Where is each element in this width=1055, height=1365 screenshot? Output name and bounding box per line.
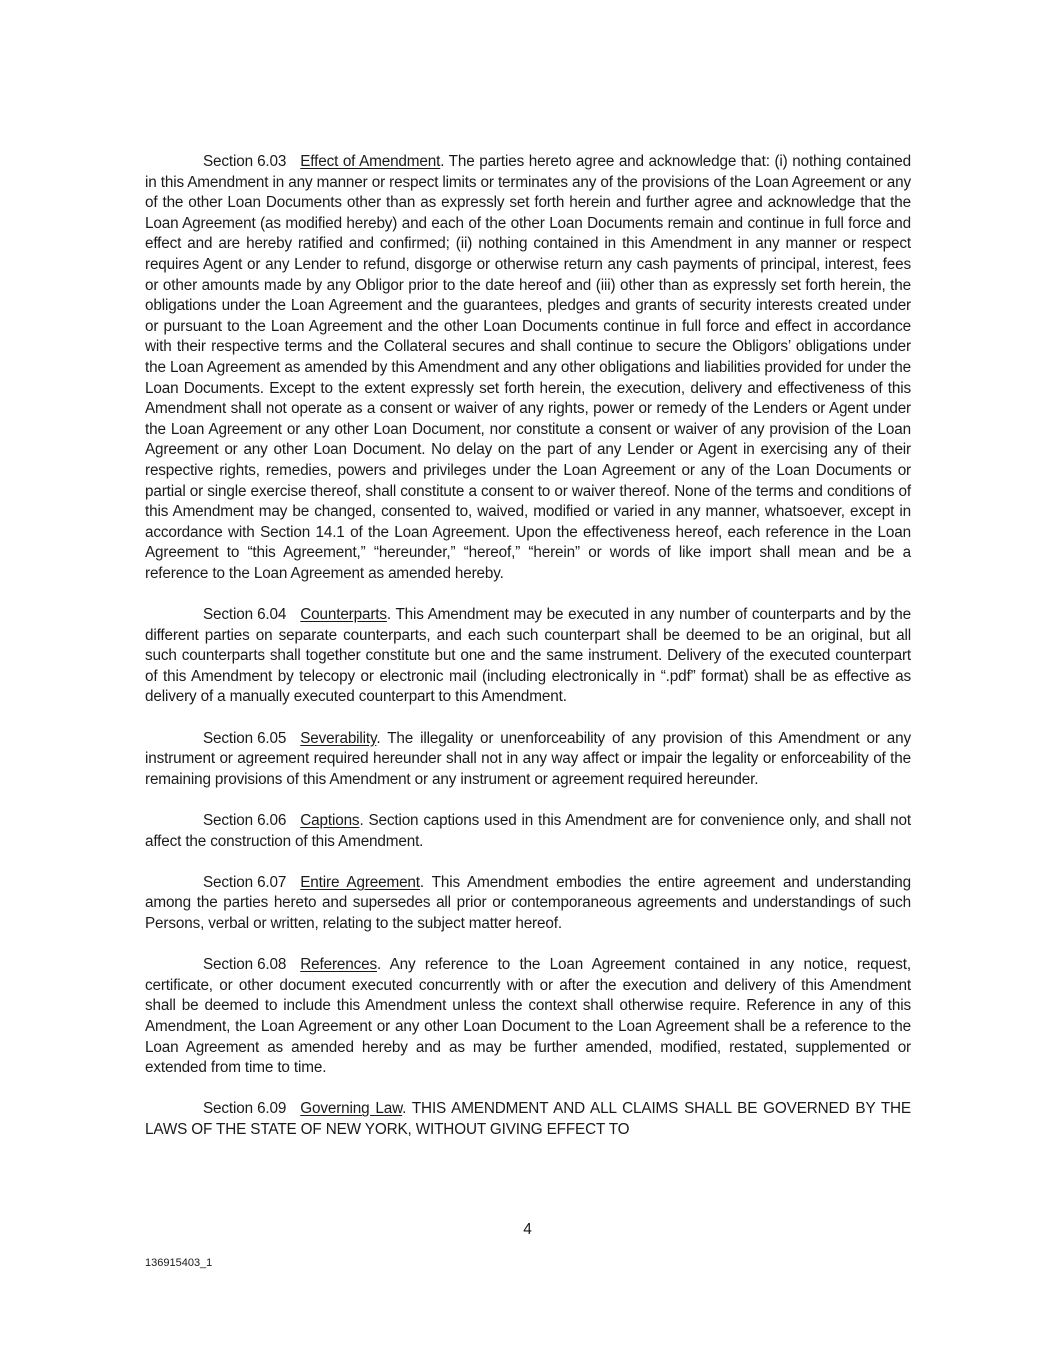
section-number: Section 6.08: [203, 956, 287, 974]
section-heading: Entire Agreement: [300, 873, 420, 891]
section-number: Section 6.04: [203, 606, 287, 624]
section-number: Section 6.09: [203, 1100, 287, 1118]
section-text: . The illegality or unenforceability of any provision of this Amendment or any instrument or agreement required hereunder shall not in any way affect or impair the legality or enforceability of the remaining provisions of this Amendment or any instrument or agreement required hereunder.: [145, 729, 911, 788]
page-number: 4: [523, 1221, 532, 1238]
section-number: Section 6.05: [203, 729, 287, 747]
section-6-04: [145, 605, 911, 708]
document-body: [145, 152, 911, 1161]
section-heading: Effect of Amendment: [300, 153, 441, 170]
section-text: . THIS AMENDMENT AND ALL CLAIMS SHALL BE GOVERNED BY THE LAWS OF THE STATE OF NEW YORK, WITHOUT GIVING EFFECT TO: [145, 1100, 911, 1138]
section-6-07: [145, 873, 911, 935]
section-text: . This Amendment embodies the entire agreement and understanding among the parties hereto and supersedes all prior or contemporaneous agreements and understandings of such Persons, verbal or written, relating to the subject matter hereof.: [145, 873, 911, 932]
section-number: Section 6.06: [203, 812, 287, 829]
section-text: . This Amendment may be executed in any number of counterparts and by the different parties on separate counterparts, and each such counterpart shall be deemed to be an original, but all such counterparts shall together constitute but one and the same instrument. Delivery of the executed counterpart of this Amendment by telecopy or electronic mail (including electronically in “.pdf” format) shall be as effective as delivery of a manually executed counterpart to this Amendment.: [145, 606, 911, 706]
section-text: . The parties hereto agree and acknowledge that: (i) nothing contained in this Amendment in any manner or respect limits or terminates any of the provisions of the Loan Agreement or any of the other Loan Documents other than as expressly set forth herein and further agree and acknowledge that the Loan Agreement (as modified hereby) and each of the other Loan Documents remain and continue in full force and effect and are hereby ratified and confirmed; (ii) nothing contained in this Amendment in any manner or respect requires Agent or any Lender to refund, disgorge or otherwise return any cash payments of principal, interest, fees or other amounts made by any Obligor prior to the date hereof and (iii) other than as expressly set forth herein, the obligations under the Loan Agreement and the guarantees, pledges and grants of security interests created under or pursuant to the Loan Agreement and the other Loan Documents continue in full force and effect in accordance with their respective terms and the Collateral secures and shall continue to secure the Obligors’ obligations under the Loan Agreement as amended by this Amendment and any other obligations and liabilities provided for under the Loan Documents. Except to the extent expressly set forth herein, the execution, delivery and effectiveness of this Amendment shall not operate as a consent or waiver of any rights, power or remedy of the Lenders or Agent under the Loan Agreement or any other Loan Document, nor constitute a consent or waiver of any provision of the Loan Agreement or any other Loan Document. No delay on the part of any Lender or Agent in exercising any of their respective rights, remedies, powers and privileges under the Loan Agreement or any of the Loan Documents or partial or single exercise thereof, shall constitute a consent to or waiver thereof. None of the terms and conditions of this Amendment may be changed, consented to, waived, modified or varied in any manner, whatsoever, except in accordance with Section 14.1 of the Loan Agreement. Upon the effectiveness hereof, each reference in the Loan Agreement to “this Agreement,” “hereunder,” “hereof,” “herein” or words of like import shall mean and be a reference to the Loan Agreement as amended hereby.: [145, 153, 912, 582]
section-number: Section 6.03: [203, 153, 287, 170]
section-6-05: [145, 729, 911, 791]
document-id: 136915403_1: [145, 1257, 213, 1269]
section-text: . Any reference to the Loan Agreement contained in any notice, request, certificate, or other document executed concurrently with or after the execution and delivery of this Amendment shall be deemed to include this Amendment unless the context shall otherwise require. Reference in any of this Amendment, the Loan Agreement or any other Loan Document to the Loan Agreement shall be a reference to the Loan Agreement as amended hereby and as may be further amended, modified, restated, supplemented or extended from time to time.: [145, 956, 911, 1077]
section-heading: Severability: [300, 729, 377, 747]
section-heading: References: [300, 956, 377, 974]
section-heading: Counterparts: [300, 606, 387, 624]
section-heading: Governing Law: [300, 1100, 403, 1118]
section-6-08: [145, 955, 911, 1079]
section-6-03: [145, 152, 911, 584]
section-heading: Captions: [300, 812, 360, 829]
section-6-06: [145, 811, 911, 852]
section-6-09: [145, 1099, 911, 1140]
section-text: . Section captions used in this Amendment are for convenience only, and shall not affect the construction of this Amendment.: [145, 812, 911, 850]
section-number: Section 6.07: [203, 873, 287, 891]
